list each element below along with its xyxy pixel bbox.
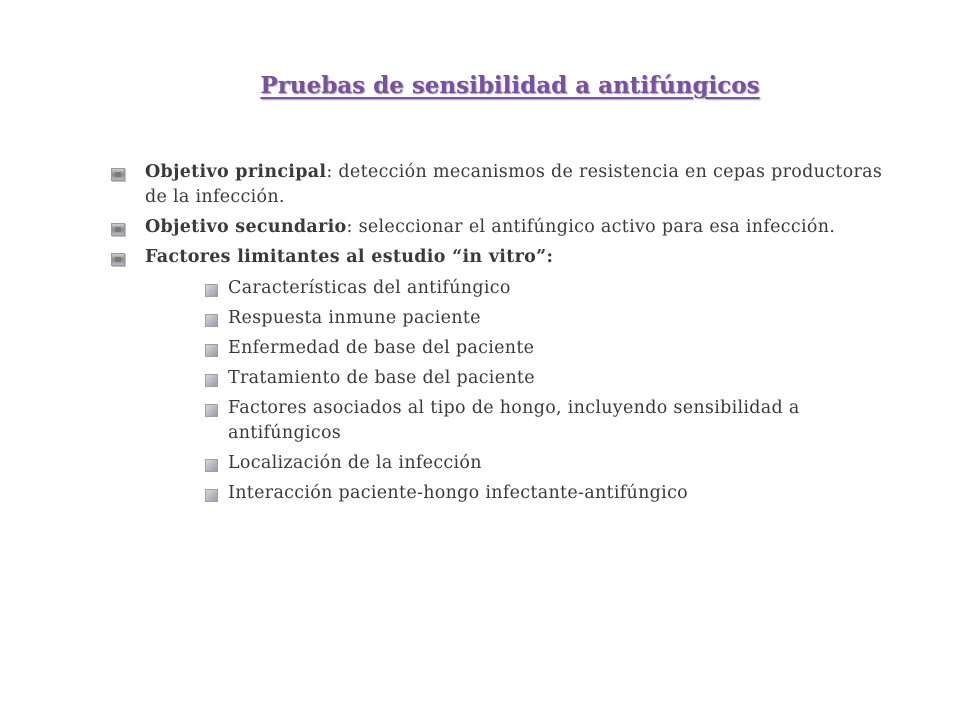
list-item-text: Características del antifúngico <box>228 278 511 298</box>
slide-title: Pruebas de sensibilidad a antifúngicos <box>260 72 760 99</box>
bullet-label: Factores limitantes al estudio “in vitro”: <box>145 247 554 267</box>
list-item <box>202 276 887 301</box>
bullet-objetivo-principal <box>107 160 887 210</box>
list-item-text: Respuesta inmune paciente <box>228 308 481 328</box>
check-square-bullet-icon <box>205 459 218 472</box>
square-bullet-icon <box>111 223 125 236</box>
square-bullet-icon <box>111 253 125 266</box>
list-item-text: Enfermedad de base del paciente <box>228 338 535 358</box>
list-item <box>202 366 887 391</box>
list-item-text: Factores asociados al tipo de hongo, incluyendo sensibilidad a antifúngicos <box>228 398 800 443</box>
list-item <box>202 306 887 331</box>
check-square-bullet-icon <box>205 284 218 297</box>
list-item-text: Localización de la infección <box>228 453 482 473</box>
bullet-factores-limitantes <box>107 245 887 270</box>
list-item <box>202 336 887 361</box>
check-square-bullet-icon <box>205 314 218 327</box>
bullet-objetivo-secundario <box>107 215 887 240</box>
bullet-text: : detección mecanismos de resistencia en cepas productoras de la infección. <box>145 162 883 207</box>
list-item <box>202 481 887 506</box>
check-square-bullet-icon <box>205 404 218 417</box>
bullet-label: Objetivo principal <box>145 162 327 182</box>
check-square-bullet-icon <box>205 374 218 387</box>
check-square-bullet-icon <box>205 344 218 357</box>
factores-list <box>202 276 887 506</box>
list-item <box>202 396 887 446</box>
bullet-text: : seleccionar el antifúngico activo para esa infección. <box>346 217 836 237</box>
list-item-text: Tratamiento de base del paciente <box>228 368 535 388</box>
check-square-bullet-icon <box>205 489 218 502</box>
slide-content <box>107 160 887 511</box>
square-bullet-icon <box>111 168 125 181</box>
list-item <box>202 451 887 476</box>
bullet-label: Objetivo secundario <box>145 217 347 237</box>
list-item-text: Interacción paciente-hongo infectante-antifúngico <box>228 483 689 503</box>
